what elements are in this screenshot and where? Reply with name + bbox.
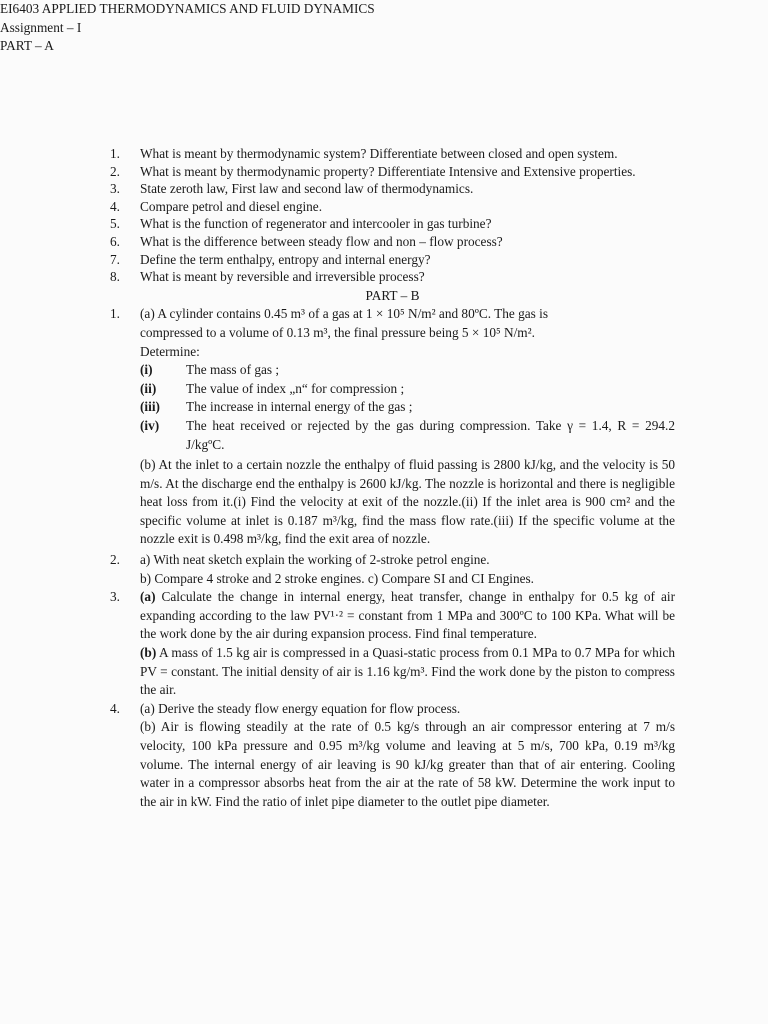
course-title: EI6403 APPLIED THERMODYNAMICS AND FLUID DYNAMICS	[0, 1, 375, 16]
sub-item: (iv) The heat received or rejected by the gas during compression. Take γ = 1.4, R = 294.2 J/kgºC.	[140, 417, 675, 452]
list-item: 1. (a) A cylinder contains 0.45 m³ of a gas at 1 × 10⁵ N/m² and 80ºC. The gas is compressed to a volume of 0.13 m³, the final pressure being 5 × 10⁵ N/m². Determine: (i) The mass of gas ; (ii) The value of index „n“ for compression ; (iii) The increase in internal energy of the gas ; (iv) The heat received or rejected by the gas during compression. Take γ = 1.4, R = 294.2 J/kgºC. (b) At the inlet to a certain nozzle the enthalpy of fluid passing is 2800 kJ/kg, and the velocity is 50 m/s. At the discharge end the enthalpy is 2600 kJ/kg. The nozzle is horizontal and there is negligible heat loss from it.(i) Find the velocity at exit of the nozzle.(ii) If the inlet area is 900 cm² and the specific volume at inlet is 0.187 m³/kg, find the mass flow rate.(iii) If the specific volume at the nozzle exit is 0.498 m³/kg, find the exit area of nozzle.	[110, 306, 675, 547]
question-list	[110, 145, 675, 811]
list-item: 4. (a) Derive the steady flow energy equation for flow process. (b) Air is flowing steadily at the rate of 0.5 kg/s through an air compressor entering at 7 m/s velocity, 100 kPa pressure and 0.95 m³/kg volume and leaving at 5 m/s, 700 kPa, 0.19 m³/kg volume. The internal energy of air leaving is 90 kJ/kg greater than that of air entering. Cooling water in a compressor absorbs heat from the air at the rate of 58 kW. Determine the work input to the air in kW. Find the ratio of inlet pipe diameter to the outlet pipe diameter.	[110, 700, 675, 809]
list-item: 6. What is the difference between steady flow and non – flow process?	[110, 233, 503, 249]
list-item: 3. State zeroth law, First law and second law of thermodynamics.	[110, 181, 474, 197]
list-item: 5. What is the function of regenerator and intercooler in gas turbine?	[110, 216, 492, 232]
sub-item: (i) The mass of gas ;	[140, 362, 280, 378]
list-item: 2. a) With neat sketch explain the working of 2-stroke petrol engine. b) Compare 4 stroke and 2 stroke engines. c) Compare SI and CI Engines.	[110, 552, 535, 586]
list-item: 4. Compare petrol and diesel engine.	[110, 198, 323, 214]
part-b-heading: PART – B	[365, 287, 420, 303]
list-item: 8. What is meant by reversible and irreversible process?	[110, 269, 425, 285]
assignment-title: Assignment – I	[0, 19, 82, 35]
list-item: 7. Define the term enthalpy, entropy and internal energy?	[110, 251, 431, 267]
list-item: 1. What is meant by thermodynamic system? Differentiate between closed and open system.	[110, 146, 618, 161]
part-a-heading: PART – A	[0, 38, 54, 54]
sub-item: (ii) The value of index „n“ for compression ;	[140, 380, 405, 396]
list-item: 3. (a) Calculate the change in internal energy, heat transfer, change in enthalpy for 0.5 kg of air expanding according to the law PV¹·² = constant from 1 MPa and 300ºC to 100 KPa. What will be the work done by the air during expansion process. Find final temperature. (b) A mass of 1.5 kg air is compressed in a Quasi-static process from 0.1 MPa to 0.7 MPa for which PV = constant. The initial density of air is 1.16 kg/m³. Find the work done by the piston to compress the air.	[110, 589, 676, 698]
list-item: 2. What is meant by thermodynamic property? Differentiate Intensive and Extensive properties.	[110, 163, 636, 179]
sub-item: (iii) The increase in internal energy of the gas ;	[140, 399, 413, 415]
